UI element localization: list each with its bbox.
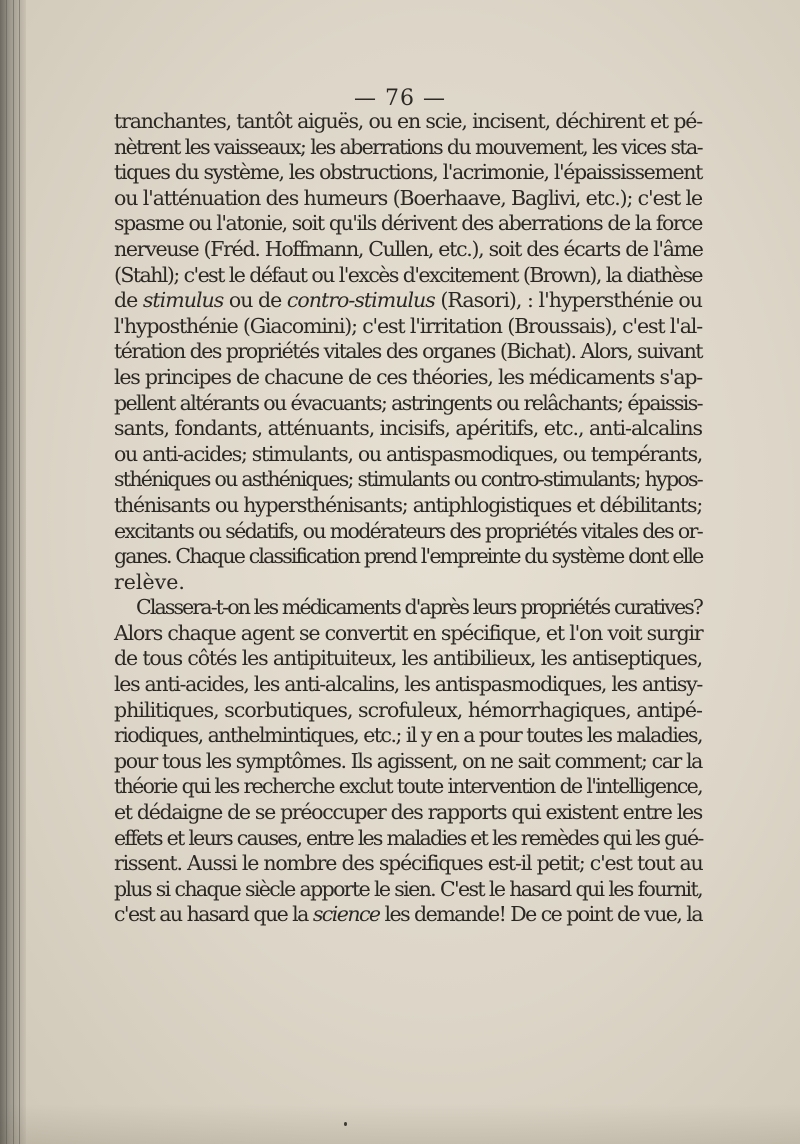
text-run: de (114, 288, 143, 313)
body-text (114, 109, 702, 928)
text-line: nètrent les vaisseaux; les aberrations du mouvement, les vices sta- (114, 134, 702, 159)
text-line: les principes de chacune de ces théories, les médicaments s'ap- (114, 364, 702, 389)
text-line: nerveuse (Fréd. Hoffmann, Cullen, etc.), soit des écarts de l'âme (114, 236, 703, 261)
page-bottom-shade (0, 1104, 800, 1144)
text-run: les demande! De ce point de vue, la (379, 902, 702, 927)
text-line: excitants ou sédatifs, ou modérateurs des propriétés vitales des or- (114, 518, 702, 543)
text-line: tiques du système, les obstructions, l'acrimonie, l'épaississement (114, 160, 702, 185)
text-line: relève. (114, 569, 185, 594)
text-line: Classera-t-on les médicaments d'après leurs propriétés curatives? (136, 595, 702, 620)
paragraph-2 (114, 595, 702, 928)
gutter-line (13, 0, 14, 1144)
text-line: de tous côtés les antipituiteux, les antibilieux, les antiseptiques, (114, 646, 702, 671)
text-line: les anti-acides, les anti-alcalins, les antispasmodiques, les antisy- (114, 672, 702, 697)
text-line: pellent altérants ou évacuants; astringents ou relâchants; épaissis- (114, 390, 702, 415)
italic-term: science (312, 902, 380, 927)
text-line (114, 288, 702, 314)
italic-term: stimulus (142, 288, 224, 313)
text-run: ou de (223, 288, 287, 313)
text-line: pour tous les symptômes. Ils agissent, on ne sait comment; car la (114, 748, 702, 773)
text-run: c'est au hasard que la (114, 902, 313, 927)
gutter-line (19, 0, 20, 1144)
text-line: Alors chaque agent se convertit en spécifique, et l'on voit surgir (114, 620, 703, 645)
text-line: l'hyposthénie (Giacomini); c'est l'irritation (Broussais), c'est l'al- (114, 313, 702, 338)
text-line: spasme ou l'atonie, soit qu'ils dérivent des aberrations de la force (114, 211, 702, 236)
text-line: rissent. Aussi le nombre des spécifiques est-il petit; c'est tout au (114, 851, 703, 876)
text-run: (Rasori), : l'hypersthénie ou (434, 288, 703, 313)
italic-term: contro-stimulus (286, 288, 435, 313)
text-line: ou l'atténuation des humeurs (Boerhaave, Baglivi, etc.); c'est le (114, 185, 702, 210)
text-line: et dédaigne de se préoccuper des rapports qui existent entre les (114, 800, 702, 825)
text-line: plus si chaque siècle apporte le sien. C'est le hasard qui les fournit, (114, 876, 702, 901)
text-line: sthéniques ou asthéniques; stimulants ou contro-stimulants; hypos- (114, 467, 702, 492)
text-line: ou anti-acides; stimulants, ou antispasmodiques, ou tempérants, (114, 441, 702, 466)
text-line: philitiques, scorbutiques, scrofuleux, hémorrhagiques, antipé- (114, 697, 702, 722)
text-line: riodiques, anthelmintiques, etc.; il y en a pour toutes les maladies, (114, 723, 702, 748)
text-line: tranchantes, tantôt aiguës, ou en scie, incisent, déchirent et pé- (114, 109, 702, 133)
text-line: ganes. Chaque classification prend l'empreinte du système dont elle (114, 544, 703, 569)
gutter-line (6, 0, 7, 1144)
text-line: théorie qui les recherche exclut toute intervention de l'intelligence, (114, 774, 702, 799)
paragraph-1 (114, 109, 702, 595)
text-line: thénisants ou hypersthénisants; antiphlogistiques et débilitants; (114, 492, 702, 517)
text-line: tération des propriétés vitales des organes (Bichat). Alors, suivant (114, 339, 702, 364)
text-line: effets et leurs causes, entre les maladies et les remèdes qui les gué- (114, 825, 703, 850)
text-line: (Stahl); c'est le défaut ou l'excès d'excitement (Brown), la diathèse (114, 262, 702, 287)
text-line: sants, fondants, atténuants, incisifs, apéritifs, etc., anti-alcalins (114, 416, 702, 441)
page-number: — 76 — (354, 86, 446, 111)
text-line (114, 902, 702, 928)
